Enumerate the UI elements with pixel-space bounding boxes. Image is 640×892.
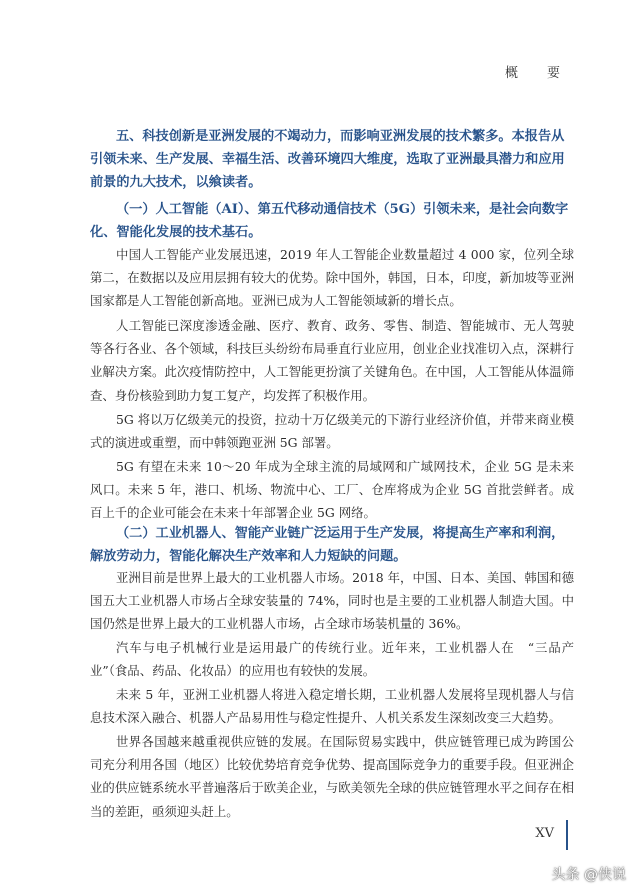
section-1-heading: （一）人工智能（AI）、第五代移动通信技术（5G）引领未来，是社会向数字化、智能化发展的技术基石。 [90,202,569,240]
body-paragraph: 中国人工智能产业发展迅速，2019 年人工智能企业数量超过 4 000 家，位列全球第二，在数据以及应用层拥有较大的优势。除中国外，韩国，日本，印度，新加坡等亚洲国家都是人工智能创新高地。亚洲已成为人工智能领域新的增长点。 [90,247,574,309]
page-number: XV [535,826,554,841]
page-header-title: 概 要 [504,66,568,81]
body-paragraph: 未来 5 年，亚洲工业机器人将进入稳定增长期，工业机器人发展将呈现机器人与信息技术深入融合、机器人产品易用性与稳定性提升、人机关系发生深刻改变三大趋势。 [90,687,574,726]
lead-paragraph: 五、科技创新是亚洲发展的不竭动力，而影响亚洲发展的技术繁多。本报告从引领未来、生产发展、幸福生活、改善环境四大维度，选取了亚洲最具潜力和应用前景的九大技术，以飨读者。 [90,129,565,190]
body-paragraph: 人工智能已深度渗透金融、医疗、教育、政务、零售、制造、智能城市、无人驾驶等各行各业、各个领域，科技巨头纷纷布局垂直行业应用，创业企业找准切入点，深耕行业解决方案。此次疫情防控中，人工智能更扮演了关键角色。在中国，人工智能从体温筛查、身份核验到助力复工复产，均发挥了积极作用。 [90,318,574,403]
body-paragraph: 汽车与电子机械行业是运用最广的传统行业。近年来，工业机器人在 “三品产业”（食品、药品、化妆品）的应用也有较快的发展。 [90,640,574,679]
watermark: 头条 @侠说 [551,867,626,883]
body-paragraph: 5G 将以万亿级美元的投资，拉动十万亿级美元的下游行业经济价值，并带来商业模式的演进或重塑，而中韩领跑亚洲 5G 部署。 [90,412,574,451]
body-paragraph: 5G 有望在未来 10～20 年成为全球主流的局域网和广域网技术，企业 5G 是未来风口。未来 5 年，港口、机场、物流中心、工厂、仓库将成为企业 5G 首批尝鲜者。成百上千的企业可能会在未来十年部署企业 5G 网络。 [90,459,574,521]
body-paragraph: 亚洲目前是世界上最大的工业机器人市场。2018 年，中国、日本、美国、韩国和德国五大工业机器人市场占全球安装量的 74%，同时也是主要的工业机器人制造大国。中国仍然是世界上最大的工业机器人市场，占全球市场装机量的 36%。 [90,570,574,632]
section-2-heading: （二）工业机器人、智能产业链广泛运用于生产发展，将提高生产率和利润，解放劳动力，智能化解决生产效率和人力短缺的问题。 [90,526,565,564]
page-rule [566,820,568,850]
body-paragraph: 世界各国越来越重视供应链的发展。在国际贸易实践中，供应链管理已成为跨国公司充分利用各国（地区）比较优势培育竞争优势、提高国际竞争力的重要手段。但亚洲企业的供应链系统水平普遍落后于欧美企业，与欧美领先全球的供应链管理水平之间存在相当的差距，亟须迎头赶上。 [90,734,574,819]
